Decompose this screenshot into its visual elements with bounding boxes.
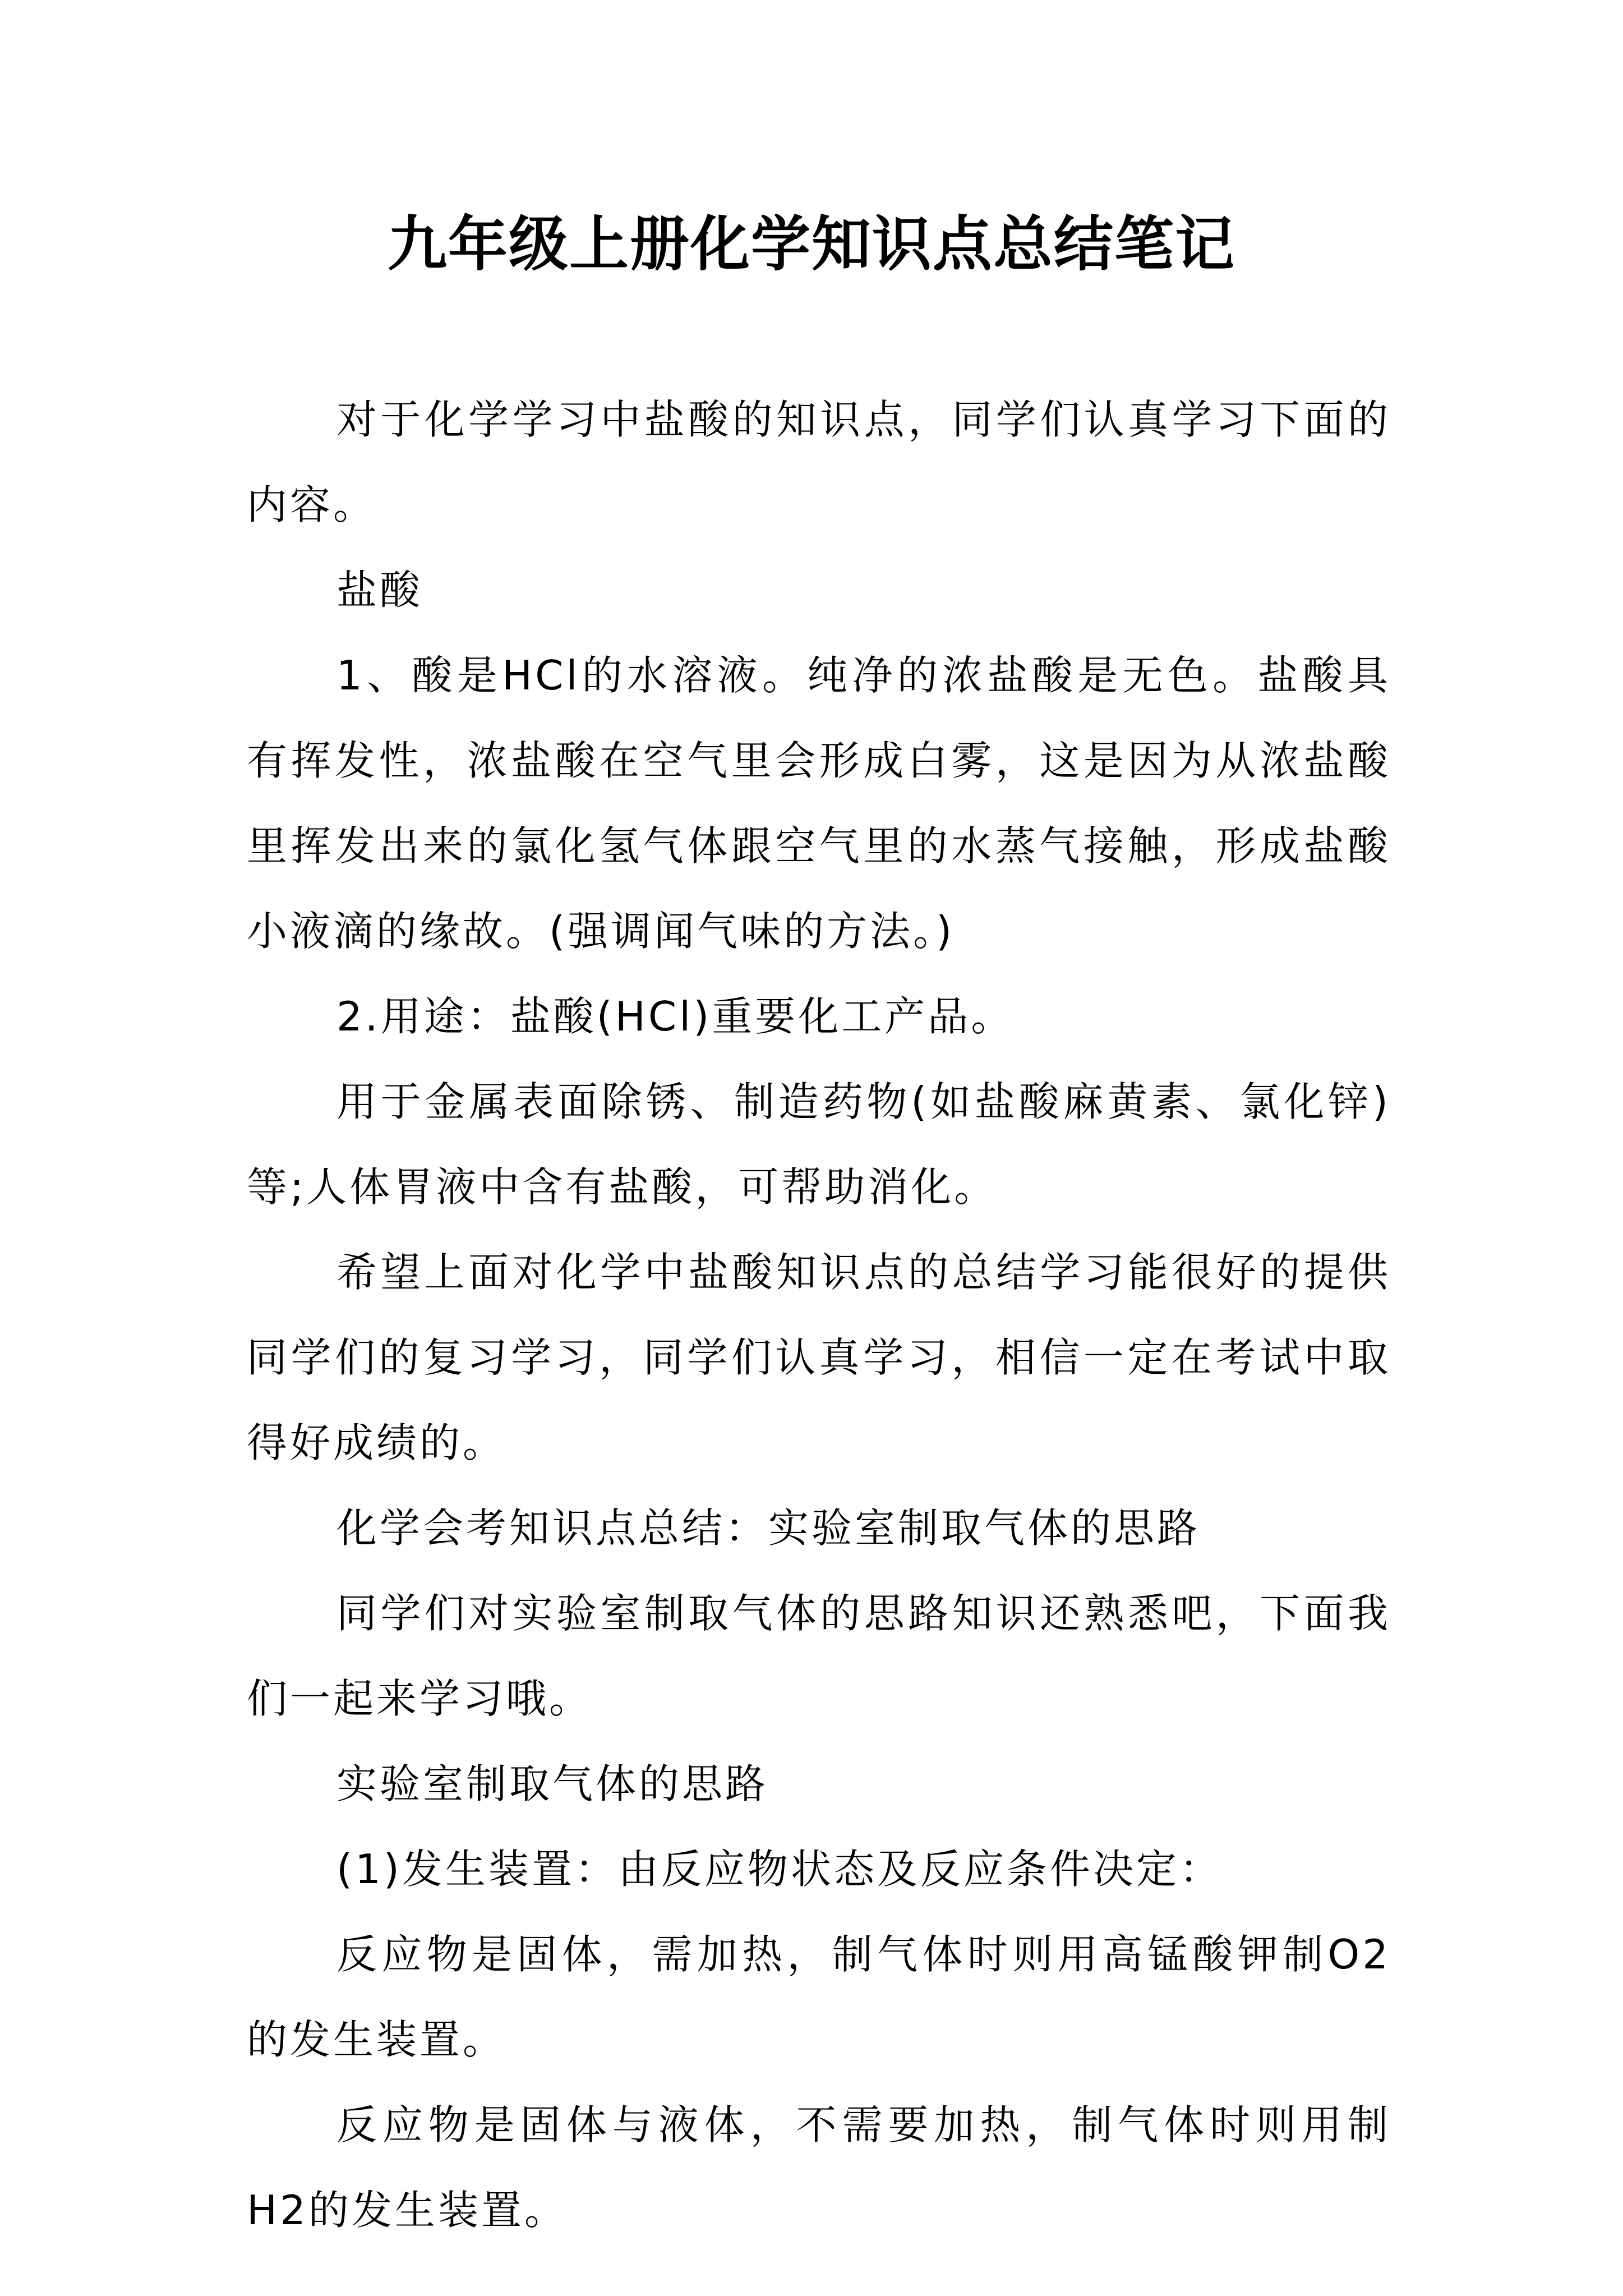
- paragraph-solid-heating: 反应物是固体，需加热，制气体时则用高锰酸钾制O2的发生装置。: [247, 1931, 1391, 2063]
- paragraph-section-title: 化学会考知识点总结：实验室制取气体的思路: [336, 1504, 1201, 1552]
- paragraph-intro: 对于化学学习中盐酸的知识点，同学们认真学习下面的内容。: [247, 396, 1391, 528]
- paragraph-solid-liquid: 反应物是固体与液体，不需要加热，制气体时则用制H2的发生装置。: [247, 2101, 1391, 2234]
- paragraph-closing: 希望上面对化学中盐酸知识点的总结学习能很好的提供同学们的复习学习，同学们认真学习，相信一定在考试中取得好成绩的。: [247, 1249, 1391, 1466]
- document-title: 九年级上册化学知识点总结笔记: [388, 209, 1235, 279]
- paragraph-uses: 2.用途：盐酸(HCl)重要化工产品。: [336, 993, 1015, 1040]
- paragraph-properties: 1、酸是HCl的水溶液。纯净的浓盐酸是无色。盐酸具有挥发性，浓盐酸在空气里会形成白雾，这是因为从浓盐酸里挥发出来的氯化氢气体跟空气里的水蒸气接触，形成盐酸小液滴的缘故。(强调闻气味的方法。): [247, 652, 1391, 955]
- paragraph-section-intro: 同学们对实验室制取气体的思路知识还熟悉吧，下面我们一起来学习哦。: [247, 1590, 1391, 1722]
- paragraph-subheading: 实验室制取气体的思路: [336, 1760, 769, 1807]
- paragraph-uses-detail: 用于金属表面除锈、制造药物(如盐酸麻黄素、氯化锌)等;人体胃液中含有盐酸，可帮助消化。: [247, 1078, 1391, 1211]
- paragraph-generator: (1)发生装置：由反应物状态及反应条件决定：: [336, 1846, 1223, 1893]
- paragraph-heading-hydrochloric-acid: 盐酸: [336, 567, 423, 614]
- document-body: [247, 377, 1391, 2253]
